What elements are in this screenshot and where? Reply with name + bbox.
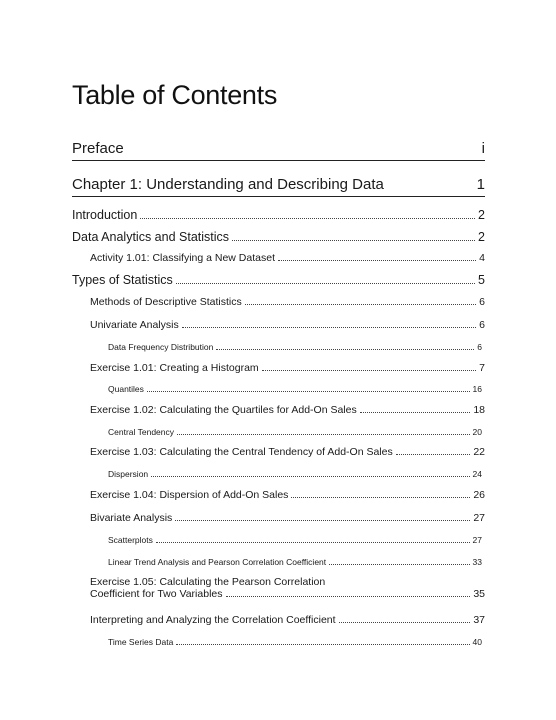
toc-entry-label: Scatterplots: [108, 535, 153, 545]
toc-entry-page: 6: [479, 296, 485, 308]
dot-leader: [226, 596, 471, 597]
toc-entry-page: 16: [472, 384, 482, 394]
toc-entry-page: 2: [478, 208, 485, 222]
toc-entry[interactable]: [72, 273, 485, 287]
toc-entry-page: 7: [479, 362, 485, 374]
toc-entry-label: Activity 1.01: Classifying a New Dataset: [90, 252, 275, 264]
toc-preface-page: i: [481, 140, 485, 157]
dot-leader: [329, 564, 469, 565]
toc-entry[interactable]: [108, 535, 482, 545]
toc-entry[interactable]: [90, 446, 485, 458]
toc-entry-page: 18: [473, 404, 485, 416]
toc-entry-page: 22: [473, 446, 485, 458]
dot-leader: [291, 497, 470, 498]
toc-entry[interactable]: [90, 614, 485, 626]
toc-entry[interactable]: [90, 404, 485, 416]
toc-entry-label-line2: Coefficient for Two Variables: [90, 588, 223, 600]
toc-entry-label: Exercise 1.01: Creating a Histogram: [90, 362, 259, 374]
toc-chapter-page: 1: [476, 176, 485, 193]
toc-entry-page: 27: [472, 535, 482, 545]
toc-entry-label: Introduction: [72, 208, 138, 222]
toc-entry-label: Bivariate Analysis: [90, 512, 173, 524]
toc-entry[interactable]: [108, 384, 482, 394]
toc-entry-label: Exercise 1.04: Dispersion of Add-On Sales: [90, 489, 289, 501]
dot-leader: [182, 327, 476, 328]
toc-preface-label: Preface: [72, 140, 124, 157]
toc-entry-label: Exercise 1.02: Calculating the Quartiles for Add-On Sales: [90, 404, 357, 416]
toc-entry-page: 37: [473, 614, 485, 626]
toc-entry-page: 40: [472, 637, 482, 647]
toc-chapter-1[interactable]: [72, 176, 485, 197]
dot-leader: [339, 622, 471, 623]
dot-leader: [245, 304, 476, 305]
toc-entry-page: 4: [479, 252, 485, 264]
toc-entry-label: Time Series Data: [108, 637, 174, 647]
dot-leader: [216, 349, 474, 350]
toc-entry-label: Dispersion: [108, 469, 149, 479]
toc-entry-page: 27: [473, 512, 485, 524]
dot-leader: [156, 542, 470, 543]
toc-preface[interactable]: [72, 140, 485, 161]
toc-entry-page: 33: [472, 557, 482, 567]
page-title: Table of Contents: [72, 80, 278, 110]
toc-entry[interactable]: [108, 342, 482, 352]
toc-entry[interactable]: [72, 208, 485, 222]
dot-leader: [232, 240, 475, 241]
toc-entry-page: 6: [477, 342, 482, 352]
dot-leader: [396, 454, 471, 455]
toc-entry-page: 26: [473, 489, 485, 501]
toc-entry[interactable]: [108, 637, 482, 647]
dot-leader: [177, 434, 470, 435]
toc-entry[interactable]: [90, 512, 485, 524]
toc-entry-page: 20: [472, 427, 482, 437]
toc-entry-label: Quantiles: [108, 384, 144, 394]
toc-entry-label: Data Analytics and Statistics: [72, 230, 230, 244]
dot-leader: [176, 644, 469, 645]
dot-leader: [176, 283, 475, 284]
dot-leader: [140, 218, 475, 219]
toc-entry-label: Central Tendency: [108, 427, 174, 437]
dot-leader: [151, 476, 469, 477]
toc-entry-page: 24: [472, 469, 482, 479]
toc-entry-label: Data Frequency Distribution: [108, 342, 214, 352]
toc-entry[interactable]: [90, 576, 485, 600]
toc-entry-label: Interpreting and Analyzing the Correlation Coefficient: [90, 614, 336, 626]
toc-entry-label: Methods of Descriptive Statistics: [90, 296, 242, 308]
toc-entry-label: Types of Statistics: [72, 273, 173, 287]
toc-entry-label: Univariate Analysis: [90, 319, 179, 331]
toc-entry-label: Linear Trend Analysis and Pearson Correlation Coefficient: [108, 557, 327, 567]
toc-entry-page: 6: [479, 319, 485, 331]
toc-chapter-label: Chapter 1: Understanding and Describing Data: [72, 176, 384, 193]
toc-entry-page: 5: [478, 273, 485, 287]
toc-entry[interactable]: [90, 319, 485, 331]
toc-entry[interactable]: [90, 252, 485, 264]
toc-entry-page: 35: [473, 588, 485, 600]
toc-entry[interactable]: [90, 489, 485, 501]
dot-leader: [147, 391, 470, 392]
toc-entry-line2: [90, 588, 485, 600]
dot-leader: [278, 260, 476, 261]
toc-entry-label-line1: Exercise 1.05: Calculating the Pearson Correlation: [90, 576, 326, 588]
toc-entry[interactable]: [72, 230, 485, 244]
toc-entry[interactable]: [108, 557, 482, 567]
dot-leader: [175, 520, 470, 521]
dot-leader: [262, 370, 477, 371]
dot-leader: [360, 412, 471, 413]
toc-entry-page: 2: [478, 230, 485, 244]
toc-entry[interactable]: [108, 469, 482, 479]
toc-entry[interactable]: [90, 296, 485, 308]
toc-entry-label: Exercise 1.03: Calculating the Central Tendency of Add-On Sales: [90, 446, 393, 458]
toc-entry[interactable]: [108, 427, 482, 437]
toc-entry[interactable]: [90, 362, 485, 374]
